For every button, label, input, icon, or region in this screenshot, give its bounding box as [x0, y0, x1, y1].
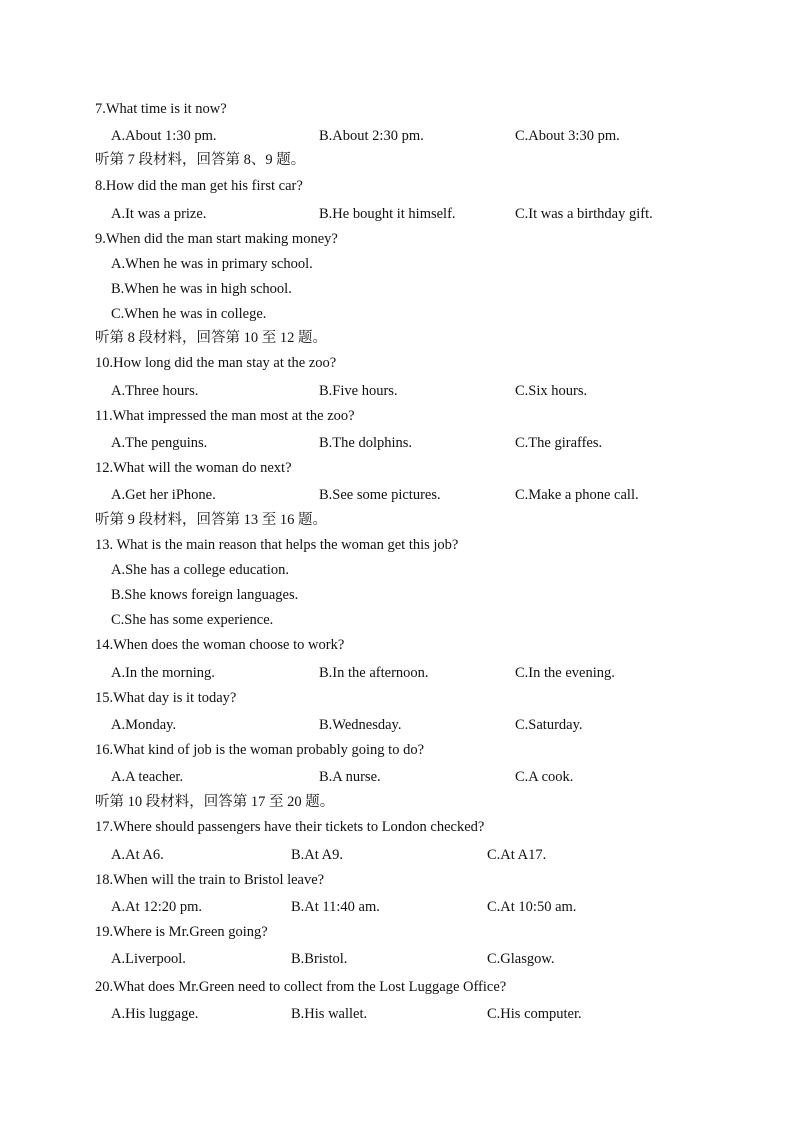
answer-option-a: A.Liverpool. [111, 951, 186, 967]
answer-option-b: B.Five hours. [319, 383, 398, 399]
answer-option-b: B.About 2:30 pm. [319, 128, 424, 144]
answer-option-a: A.A teacher. [111, 769, 184, 785]
question-text: 20.What does Mr.Green need to collect from the Lost Luggage Office? [95, 979, 507, 995]
answer-options-row [0, 382, 793, 400]
answer-option: C.When he was in college. [111, 306, 267, 322]
answer-options-row [0, 950, 793, 968]
answer-option: A.When he was in primary school. [111, 256, 313, 272]
answer-options-row [0, 127, 793, 145]
answer-option-c: C.In the evening. [515, 665, 615, 681]
answer-option-b: B.In the afternoon. [319, 665, 429, 681]
answer-options-row [0, 664, 793, 682]
section-instruction: 听第 10 段材料，回答第 17 至 20 题。 [95, 794, 335, 810]
answer-option-c: C.His computer. [487, 1006, 582, 1022]
answer-option-b: B.Wednesday. [319, 717, 402, 733]
question-text: 8.How did the man get his first car? [95, 178, 303, 194]
question-text: 7.What time is it now? [95, 101, 227, 117]
question-text: 14.When does the woman choose to work? [95, 637, 345, 653]
question-text: 17.Where should passengers have their tickets to London checked? [95, 819, 485, 835]
question-text: 9.When did the man start making money? [95, 231, 338, 247]
answer-option-a: A.At A6. [111, 847, 164, 863]
answer-option-b: B.Bristol. [291, 951, 348, 967]
answer-option-b: B.A nurse. [319, 769, 381, 785]
question-text: 13. What is the main reason that helps the woman get this job? [95, 537, 459, 553]
answer-option-b: B.See some pictures. [319, 487, 441, 503]
section-instruction: 听第 8 段材料，回答第 10 至 12 题。 [95, 330, 327, 346]
answer-option-b: B.The dolphins. [319, 435, 413, 451]
question-text: 11.What impressed the man most at the zoo? [95, 408, 355, 424]
section-instruction: 听第 9 段材料，回答第 13 至 16 题。 [95, 512, 327, 528]
answer-option: C.She has some experience. [111, 612, 274, 628]
question-text: 12.What will the woman do next? [95, 460, 292, 476]
answer-option-c: C.Saturday. [515, 717, 583, 733]
question-text: 10.How long did the man stay at the zoo? [95, 355, 337, 371]
answer-option-a: A.In the morning. [111, 665, 215, 681]
question-text: 16.What kind of job is the woman probably going to do? [95, 742, 425, 758]
answer-option-b: B.At A9. [291, 847, 343, 863]
answer-option-c: C.Make a phone call. [515, 487, 639, 503]
answer-option: B.She knows foreign languages. [111, 587, 299, 603]
answer-option: A.She has a college education. [111, 562, 289, 578]
answer-option-c: C.It was a birthday gift. [515, 206, 653, 222]
answer-options-row [0, 434, 793, 452]
question-text: 18.When will the train to Bristol leave? [95, 872, 325, 888]
answer-options-row [0, 1005, 793, 1023]
answer-option-c: C.Six hours. [515, 383, 588, 399]
answer-option: B.When he was in high school. [111, 281, 292, 297]
answer-option-a: A.It was a prize. [111, 206, 207, 222]
answer-options-row [0, 898, 793, 916]
answer-option-c: C.Glasgow. [487, 951, 555, 967]
answer-options-row [0, 716, 793, 734]
answer-option-b: B.He bought it himself. [319, 206, 456, 222]
answer-options-row [0, 768, 793, 786]
answer-option-a: A.Three hours. [111, 383, 199, 399]
answer-option-a: A.Get her iPhone. [111, 487, 216, 503]
answer-option-b: B.At 11:40 am. [291, 899, 380, 915]
question-text: 19.Where is Mr.Green going? [95, 924, 268, 940]
answer-options-row [0, 486, 793, 504]
answer-option-c: C.The giraffes. [515, 435, 603, 451]
answer-option-a: A.About 1:30 pm. [111, 128, 217, 144]
answer-option-a: A.The penguins. [111, 435, 208, 451]
answer-options-row [0, 846, 793, 864]
answer-option-c: C.At A17. [487, 847, 547, 863]
section-instruction: 听第 7 段材料，回答第 8、9 题。 [95, 152, 306, 168]
answer-option-a: A.His luggage. [111, 1006, 199, 1022]
answer-option-c: C.At 10:50 am. [487, 899, 577, 915]
answer-option-a: A.Monday. [111, 717, 177, 733]
answer-option-b: B.His wallet. [291, 1006, 368, 1022]
answer-options-row [0, 205, 793, 223]
answer-option-a: A.At 12:20 pm. [111, 899, 203, 915]
answer-option-c: C.A cook. [515, 769, 574, 785]
question-text: 15.What day is it today? [95, 690, 237, 706]
answer-option-c: C.About 3:30 pm. [515, 128, 620, 144]
